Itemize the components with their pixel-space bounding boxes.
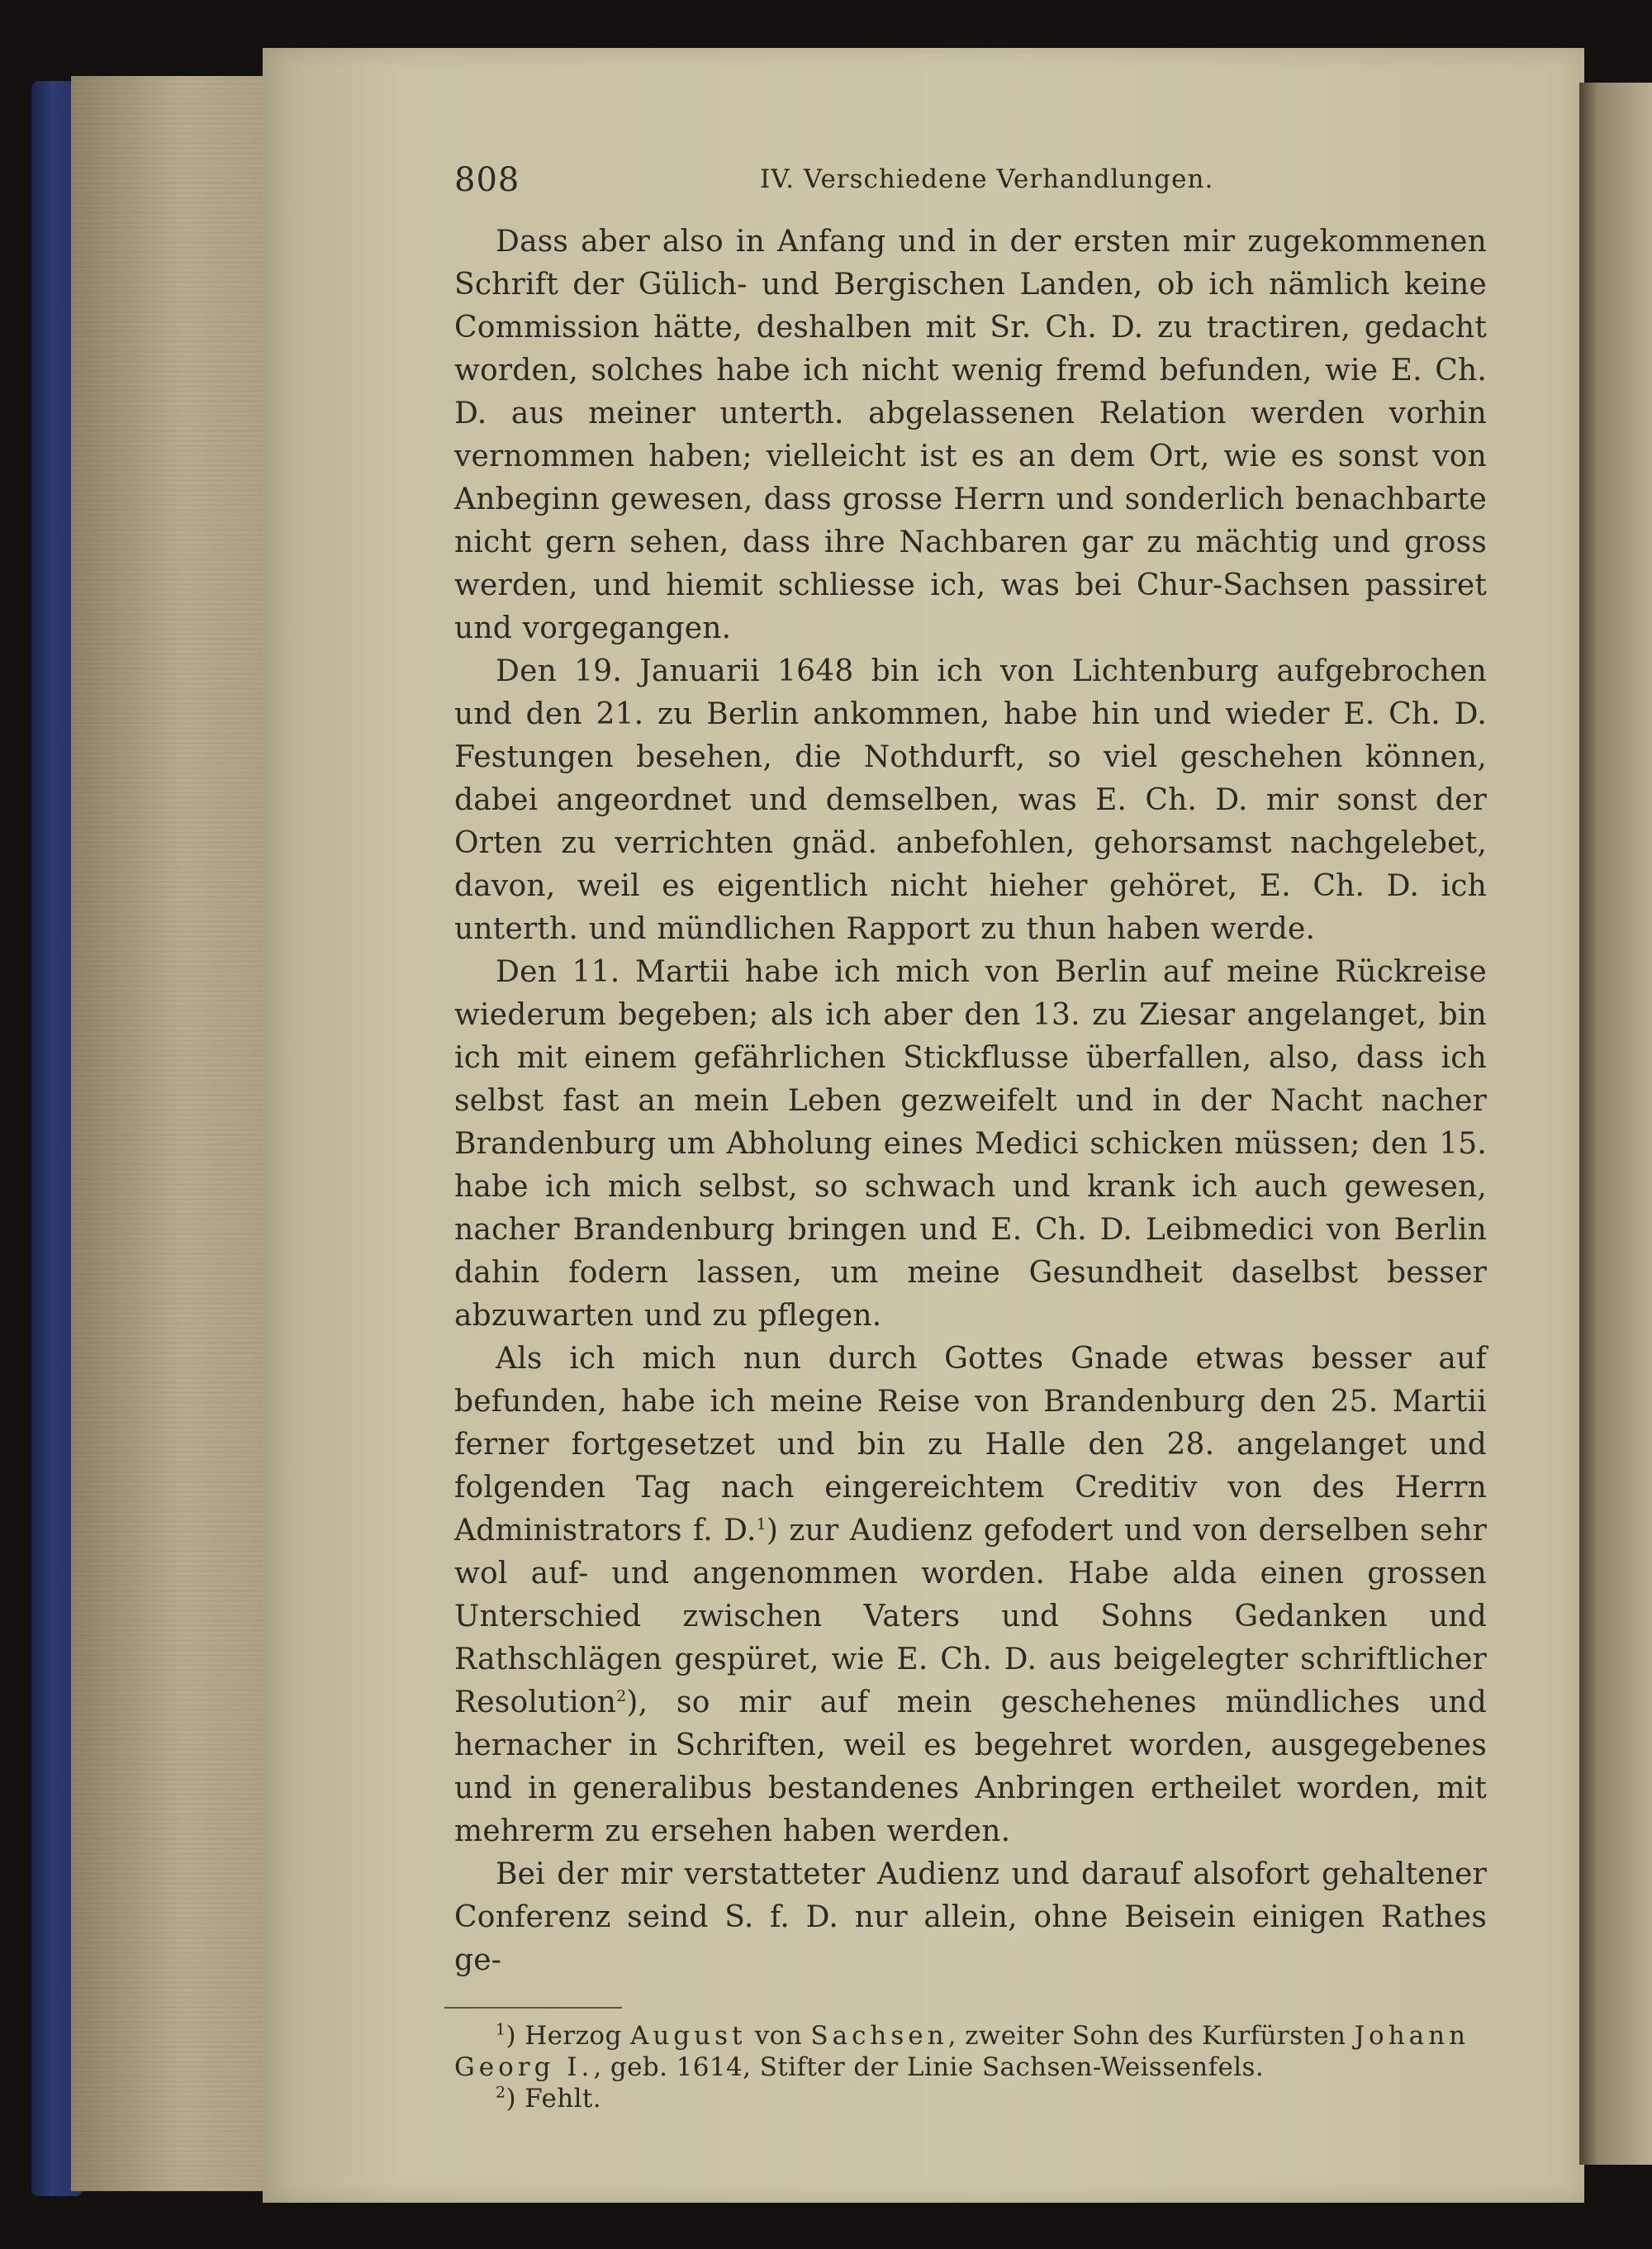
footnote-1-name-johann-georg: Johann Georg I. <box>454 2021 1470 2082</box>
footnote-1-text-part-2: von <box>746 2021 811 2051</box>
footnote-2 <box>454 2083 1487 2114</box>
footnote-2-text: ) Fehlt. <box>506 2084 601 2113</box>
footnote-reference-1: 1 <box>756 1515 767 1533</box>
footnote-1-text-part-4: , geb. 1614, Stifter der Linie Sachsen-Weissenfels. <box>593 2052 1265 2082</box>
footnote-separator <box>444 2007 622 2009</box>
footnote-1 <box>454 2020 1487 2083</box>
paragraph-4-text-part-2: ) zur Audienz gefodert und von derselben sehr wol auf- und angenommen worden. Habe alda einen grossen Unterschied zwischen Vaters und Sohns Gedanken und Rathschlägen gespüret, wie E. Ch. D. aus beigelegter schriftlicher Resolution <box>454 1514 1487 1719</box>
footnote-1-text-part-1: ) Herzog <box>506 2021 630 2051</box>
running-header <box>454 161 1487 206</box>
footnote-1-name-sachsen: Sachsen <box>810 2021 948 2051</box>
paragraph-3: Den 11. Martii habe ich mich von Berlin auf meine Rückreise wiederum begeben; als ich aber den 13. zu Ziesar angelanget, bin ich mit einem gefährlichen Stickflusse überfallen, also, dass ich selbst fast an mein Leben gezweifelt und in der Nacht nacher Brandenburg um Abholung eines Medici schicken müssen; den 15. habe ich mich selbst, so schwach und krank ich auch gewesen, nacher Brandenburg bringen und E. Ch. D. Leibmedici von Berlin dahin fodern lassen, um meine Gesundheit daselbst besser abzuwarten und zu pflegen. <box>454 955 1487 1333</box>
footnote-1-name-august: August <box>629 2021 747 2051</box>
footnote-2-marker: 2 <box>496 2083 506 2102</box>
paragraph-4 <box>454 1338 1487 1853</box>
footnote-1-text-part-3: , zweiter Sohn des Kurfürsten <box>947 2021 1355 2051</box>
paragraph-5: Bei der mir verstatteter Audienz und darauf alsofort gehaltener Conferenz seind S. f. D. nur allein, ohne Beisein einigen Rathes ge- <box>454 1857 1487 1977</box>
page-text-block <box>454 161 1487 2114</box>
page-number: 808 <box>454 161 520 199</box>
paragraph-2: Den 19. Januarii 1648 bin ich von Lichtenburg aufgebrochen und den 21. zu Berlin ankommen, habe hin und wieder E. Ch. D. Festungen besehen, die Nothdurft, so viel geschehen können, dabei angeordnet und demselben, was E. Ch. D. mir sonst der Orten zu verrichten gnäd. anbefohlen, gehorsamst nachgelebet, davon, weil es eigentlich nicht hieher gehöret, E. Ch. D. ich unterth. und mündlichen Rapport zu thun haben werde. <box>454 654 1487 946</box>
adjacent-page-edge <box>1579 83 1652 2165</box>
footnote-1-marker: 1 <box>496 2020 506 2039</box>
running-header-title: IV. Verschiedene Verhandlungen. <box>760 164 1214 194</box>
footnote-reference-2: 2 <box>616 1687 627 1705</box>
paragraph-4-text-part-3: ), so mir auf mein geschehenes mündliches und hernacher in Schriften, weil es begehret worden, ausgegebenes und in generalibus bestandenes Anbringen ertheilet worden, mit mehrerm zu ersehen haben werden. <box>454 1686 1487 1848</box>
paragraph-4-text-part-1: Als ich mich nun durch Gottes Gnade etwas besser auf befunden, habe ich meine Reise von Brandenburg den 25. Martii ferner fortgesetzet und bin zu Halle den 28. angelanget und folgenden Tag nach eingereichtem Creditiv von des Herrn Administrators f. D. <box>454 1342 1487 1548</box>
paragraph-1: Dass aber also in Anfang und in der ersten mir zugekommenen Schrift der Gülich- und Bergischen Landen, ob ich nämlich keine Commission hätte, deshalben mit Sr. Ch. D. zu tractiren, gedacht worden, solches habe ich nicht wenig fremd befunden, wie E. Ch. D. aus meiner unterth. abgelassenen Relation werden vorhin vernommen haben; vielleicht ist es an dem Ort, wie es sonst von Anbeginn gewesen, dass grosse Herrn und sonderlich benachbarte nicht gern sehen, dass ihre Nachbaren gar zu mächtig und gross werden, und hiemit schliesse ich, was bei Chur-Sachsen passiret und vorgegangen. <box>454 225 1487 645</box>
